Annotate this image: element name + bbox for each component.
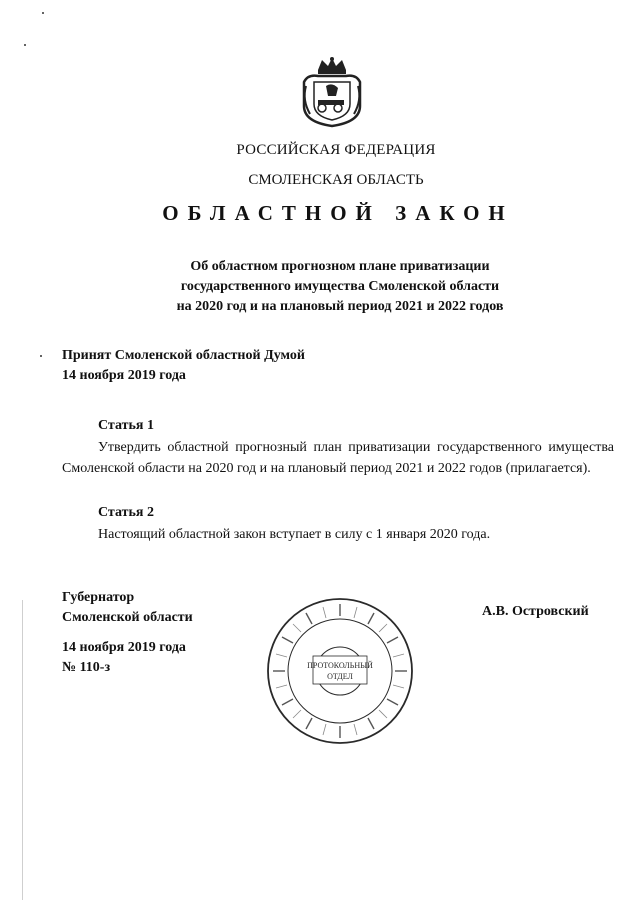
adoption-date: 14 ноября 2019 года: [62, 368, 186, 383]
law-subject-line: Об областном прогнозном плане приватизации: [190, 259, 490, 274]
law-number: № 110-з: [62, 660, 111, 675]
scan-speck: [42, 12, 44, 14]
law-date: 14 ноября 2019 года: [62, 640, 186, 655]
adoption-body: Принят Смоленской областной Думой: [62, 348, 305, 363]
law-subject-line: на 2020 год и на плановый период 2021 и 2022 годов: [176, 299, 504, 314]
official-seal-icon: [265, 596, 415, 746]
signatory-name: А.В. Островский: [482, 604, 589, 619]
law-subject: [100, 257, 580, 317]
scan-edge-line: [22, 600, 23, 900]
position-line: Смоленской области: [62, 610, 193, 625]
seal-center-line: ОТДЕЛ: [327, 672, 353, 681]
article-2-title: Статья 2: [98, 505, 154, 520]
law-subject-line: государственного имущества Смоленской области: [180, 279, 500, 294]
document-type-title: ОБЛАСТНОЙ ЗАКОН: [162, 201, 514, 225]
country-heading: РОССИЙСКАЯ ФЕДЕРАЦИЯ: [236, 142, 436, 158]
article-1-title: Статья 1: [98, 418, 154, 433]
article-1-text: Утвердить областной прогнозный план приватизации государственного имущества Смоленской области на 2020 год и на плановый период 2021 и 2022 годов (прилагается).: [62, 440, 614, 476]
coat-of-arms-icon: [298, 56, 366, 128]
article-2-text: Настоящий областной закон вступает в силу с 1 января 2020 года.: [98, 527, 491, 542]
scan-speck: [40, 355, 42, 357]
adoption-note: [62, 346, 305, 386]
seal-center-line: ПРОТОКОЛЬНЫЙ: [307, 661, 373, 670]
law-date-number: [62, 638, 186, 678]
signatory-position: [62, 588, 193, 628]
scan-speck: [24, 44, 26, 46]
position-line: Губернатор: [62, 590, 135, 605]
region-heading: СМОЛЕНСКАЯ ОБЛАСТЬ: [248, 172, 424, 188]
